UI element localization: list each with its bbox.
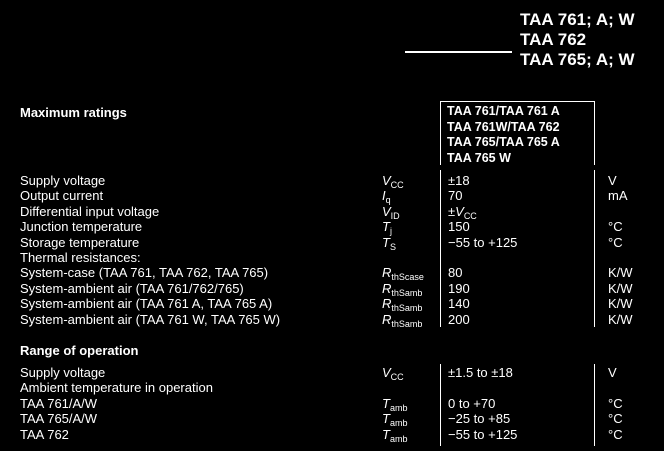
- part-title-2: TAA 762: [520, 30, 587, 49]
- rating-value: $\pm V_{CC}$: [448, 203, 477, 221]
- parameter-label: Output current: [20, 188, 104, 204]
- symbol: $T_j$: [382, 219, 392, 237]
- value-column-divider: [440, 170, 441, 327]
- symbol: $V_{ID}$: [382, 203, 400, 221]
- rating-value: 190: [448, 280, 470, 296]
- column-header-line: TAA 765 W: [447, 150, 511, 165]
- unit: °C: [608, 426, 623, 442]
- unit: °C: [608, 395, 623, 411]
- unit: V: [608, 173, 617, 188]
- symbol: $I_q$: [382, 188, 391, 206]
- parameter-label: Supply voltage: [20, 365, 106, 380]
- max-ratings-heading: Maximum ratings: [20, 105, 127, 120]
- unit: K/W: [608, 311, 633, 327]
- parameter-label: System-ambient air (TAA 761 W, TAA 765 W): [20, 311, 281, 327]
- symbol: $R_{thScase}$: [382, 265, 424, 283]
- unit: mA: [608, 188, 628, 204]
- rating-value: 150: [448, 219, 470, 235]
- value-column-divider: [440, 364, 441, 446]
- unit: °C: [608, 234, 623, 250]
- parameter-label: TAA 761/A/W: [20, 395, 98, 411]
- rating-value: ±18: [448, 173, 470, 188]
- range-of-operation-heading: Range of operation: [20, 343, 139, 358]
- rating-value: 70: [448, 188, 463, 204]
- title-leader-line: [405, 51, 512, 53]
- parameter-label: System-ambient air (TAA 761/762/765): [20, 280, 244, 296]
- symbol: $T_S$: [382, 234, 396, 252]
- unit: V: [608, 365, 617, 380]
- rating-value: −55 to +125: [448, 426, 518, 442]
- symbol: $R_{thSamb}$: [382, 296, 423, 314]
- symbol: $T_{amb}$: [382, 411, 408, 429]
- unit: °C: [608, 411, 623, 427]
- symbol: $R_{thSamb}$: [382, 280, 423, 298]
- symbol: $R_{thSamb}$: [382, 311, 423, 329]
- header-box-top: [440, 101, 594, 102]
- rating-value: −55 to +125: [448, 234, 518, 250]
- header-box-left: [440, 101, 441, 165]
- rating-value: −25 to +85: [448, 411, 511, 427]
- column-header-line: TAA 765/TAA 765 A: [447, 135, 560, 149]
- rating-value: ±1.5 to ±18: [448, 365, 513, 380]
- rating-value: 0 to +70: [448, 395, 496, 411]
- unit-column-divider: [594, 170, 595, 327]
- rating-value: 80: [448, 265, 463, 281]
- parameter-label: Ambient temperature in operation: [20, 380, 213, 396]
- parameter-label: TAA 765/A/W: [20, 411, 98, 427]
- unit: K/W: [608, 265, 633, 281]
- rating-value: 140: [448, 296, 470, 312]
- parameter-label: Thermal resistances:: [20, 250, 141, 265]
- header-box-right: [594, 101, 595, 165]
- unit: K/W: [608, 296, 633, 312]
- unit: K/W: [608, 280, 633, 296]
- column-header-line: TAA 761/TAA 761 A: [447, 104, 560, 118]
- rating-value: 200: [448, 311, 470, 327]
- symbol: $V_{CC}$: [382, 173, 404, 190]
- symbol: $T_{amb}$: [382, 426, 408, 444]
- unit: °C: [608, 219, 623, 235]
- parameter-label: System-ambient air (TAA 761 A, TAA 765 A): [20, 296, 273, 312]
- parameter-label: System-case (TAA 761, TAA 762, TAA 765): [20, 265, 269, 281]
- parameter-label: Supply voltage: [20, 173, 106, 188]
- symbol: $V_{CC}$: [382, 365, 404, 382]
- parameter-label: Junction temperature: [20, 219, 143, 235]
- parameter-label: Storage temperature: [20, 234, 140, 250]
- part-title-3: TAA 765; A; W: [520, 50, 635, 69]
- part-title-1: TAA 761; A; W: [520, 10, 635, 29]
- column-header-line: TAA 761W/TAA 762: [447, 119, 560, 134]
- symbol: $T_{amb}$: [382, 395, 408, 413]
- parameter-label: Differential input voltage: [20, 203, 160, 219]
- parameter-label: TAA 762: [20, 426, 69, 442]
- unit-column-divider: [594, 364, 595, 446]
